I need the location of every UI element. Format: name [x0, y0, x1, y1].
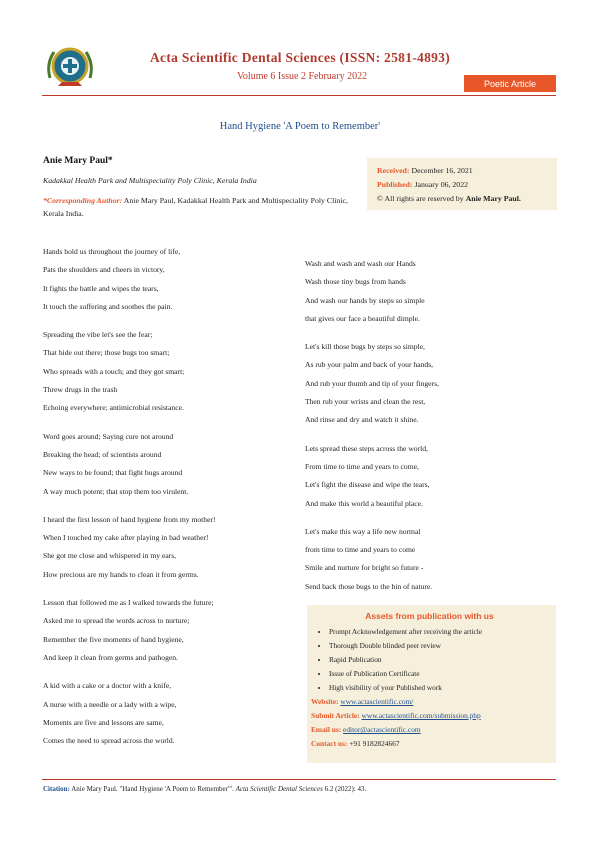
issue-info: Volume 6 Issue 2 February 2022 — [237, 71, 368, 82]
list-item: • Issue of Publication Certificate — [329, 667, 548, 681]
poem-line: Moments are five and lessons are same, — [43, 717, 164, 727]
poem-right-column — [305, 255, 555, 606]
poem-stanza — [43, 428, 293, 501]
published-label: Published: — [377, 180, 413, 189]
poem-line: Let's kill those bugs by steps so simple, — [305, 342, 425, 352]
list-item: • Prompt Acknowledgement after receiving the article — [329, 625, 548, 639]
email-label: Email us: — [311, 725, 342, 734]
published-date: January 06, 2022 — [414, 180, 468, 189]
poem-line: Comes the need to spread across the world. — [43, 736, 175, 746]
poem-line: Wash and wash and wash our Hands — [305, 259, 416, 268]
poem-line: It touch the suffering and soothes the pain. — [43, 301, 173, 311]
poem-left-column — [43, 243, 293, 760]
poem-stanza — [305, 255, 555, 328]
dates-box — [367, 158, 557, 210]
header-divider — [42, 95, 556, 96]
submit-link[interactable]: www.actascientific.com/submission.php — [361, 711, 481, 720]
poem-line: A kid with a cake or a doctor with a knife, — [43, 681, 171, 691]
assets-box — [307, 605, 556, 763]
list-item: • High visibility of your Published work — [329, 681, 548, 695]
received-date: December 16, 2021 — [411, 166, 473, 175]
poem-line: Threw drugs in the trash — [43, 385, 118, 395]
website-row — [311, 695, 548, 709]
citation-label: Citation: — [43, 785, 70, 793]
poem-stanza — [43, 677, 293, 750]
poem-line: Smile and nurture for bright so future - — [305, 563, 424, 573]
email-link[interactable]: editor@actascientific.com — [343, 725, 421, 734]
website-link[interactable]: www.actascientific.com/ — [340, 697, 414, 706]
assets-title: Assets from publication with us — [365, 611, 494, 621]
poem-line: I heard the first lesson of hand hygiene from my mother! — [43, 514, 216, 524]
contact-row — [311, 737, 548, 751]
poem-line: Wash those tiny bugs from hands — [305, 277, 406, 287]
poem-line: And rub your thumb and tip of your fingers, — [305, 378, 439, 388]
poem-line: Pats the shoulders and cheers in victory, — [43, 265, 165, 275]
poem-line: When I touched my cake after playing in bad weather! — [43, 533, 209, 543]
list-item: • Thorough Double blinded peer review — [329, 639, 548, 653]
author-name: Anie Mary Paul* — [43, 156, 113, 166]
article-type-badge: Poetic Article — [464, 75, 556, 92]
poem-line: And keep it clean from germs and pathogen. — [43, 652, 178, 662]
citation-text: Anie Mary Paul. "Hand Hygiene 'A Poem to Remember'". — [71, 785, 234, 793]
poem-line: Who spreads with a touch; and they got smart; — [43, 366, 185, 376]
contact-label: Contact us: — [311, 739, 348, 748]
poem-line: Remember the five moments of hand hygiene, — [43, 634, 184, 644]
submit-label: Submit Article: — [311, 711, 360, 720]
poem-line: She got me close and whispered in my ears, — [43, 551, 177, 561]
citation-ref: 6.2 (2022): 43. — [324, 785, 367, 793]
article-title: Hand Hygiene 'A Poem to Remember' — [219, 121, 381, 132]
poem-line: Word goes around; Saying cure not around — [43, 431, 174, 441]
poem-line: New ways to be found; that fight bugs around — [43, 468, 183, 478]
poem-line: Then rub your wrists and clean the rest, — [305, 397, 426, 407]
poem-line: Lets spread these steps across the world, — [305, 443, 428, 453]
poem-line: It fights the battle and wipes the tears, — [43, 283, 159, 293]
citation-journal: Acta Scientific Dental Sciences — [235, 785, 323, 793]
poem-line: that gives our face a beautiful dimple. — [305, 313, 420, 323]
poem-line: As rub your palm and back of your hands, — [305, 360, 434, 370]
poem-stanza — [305, 338, 555, 429]
contact-number: +91 9182824667 — [349, 739, 400, 748]
poem-line: And make this world a beautiful place. — [305, 498, 423, 508]
poem-line: Let's make this way a life new normal — [305, 526, 421, 536]
email-row — [311, 723, 548, 737]
poem-line: A way much potent; that stop them too virulent. — [43, 486, 189, 496]
poem-line: Let's fight the disease and wipe the tears, — [305, 480, 430, 490]
poem-line: From time to time and years to come, — [305, 461, 419, 471]
poem-stanza — [43, 326, 293, 417]
poem-line: from time to time and years to come — [305, 545, 416, 555]
website-label: Website: — [311, 697, 339, 706]
poem-line: That hide out there; those bugs too smart; — [43, 348, 170, 358]
poem-line: Breaking the head; of scientists around — [43, 449, 162, 459]
poem-line: Echoing everywhere; antimicrobial resistance. — [43, 403, 184, 413]
received-label: Received: — [377, 166, 410, 175]
poem-line: Asked me to spread the words across to nurture; — [43, 616, 190, 626]
corresponding-label: *Corresponding Author: — [43, 196, 123, 205]
poem-line: Hands hold us throughout the journey of life, — [43, 247, 181, 256]
journal-title: Acta Scientific Dental Sciences (ISSN: 2581-4893) — [150, 50, 451, 65]
footer-divider — [42, 779, 556, 780]
poem-line: And wash our hands by steps so simple — [305, 295, 425, 305]
poem-line: And rinse and dry and watch it shine. — [305, 415, 419, 425]
poem-stanza — [43, 511, 293, 584]
poem-line: Lesson that followed me as I walked towards the future; — [43, 598, 214, 608]
poem-stanza — [305, 440, 555, 513]
citation — [43, 785, 366, 793]
list-item: • Rapid Publication — [329, 653, 548, 667]
poem-stanza — [43, 243, 293, 316]
poem-line: Send back those bugs to the bin of nature. — [305, 581, 433, 591]
journal-logo — [42, 38, 98, 94]
rights-text: © All rights are reserved by — [377, 194, 464, 203]
poem-line: A nurse with a needle or a lady with a wipe, — [43, 699, 177, 709]
assets-list — [311, 625, 548, 695]
poem-stanza — [305, 523, 555, 596]
submit-row — [311, 709, 548, 723]
author-affiliation: Kadakkal Health Park and Multispeciality Poly Clinic, Kerala India — [43, 176, 257, 185]
poem-line: How precious are my hands to clean it from germs. — [43, 569, 199, 579]
corresponding-text: Anie Mary Paul, Kadakkal Health Park and Multispeciality Poly Clinic, Kerala India. — [43, 196, 348, 218]
poem-stanza — [43, 594, 293, 667]
rights-holder: Anie Mary Paul. — [465, 194, 521, 203]
corresponding-author — [43, 194, 363, 220]
poem-line: Spreading the vibe let's see the fear; — [43, 330, 153, 340]
